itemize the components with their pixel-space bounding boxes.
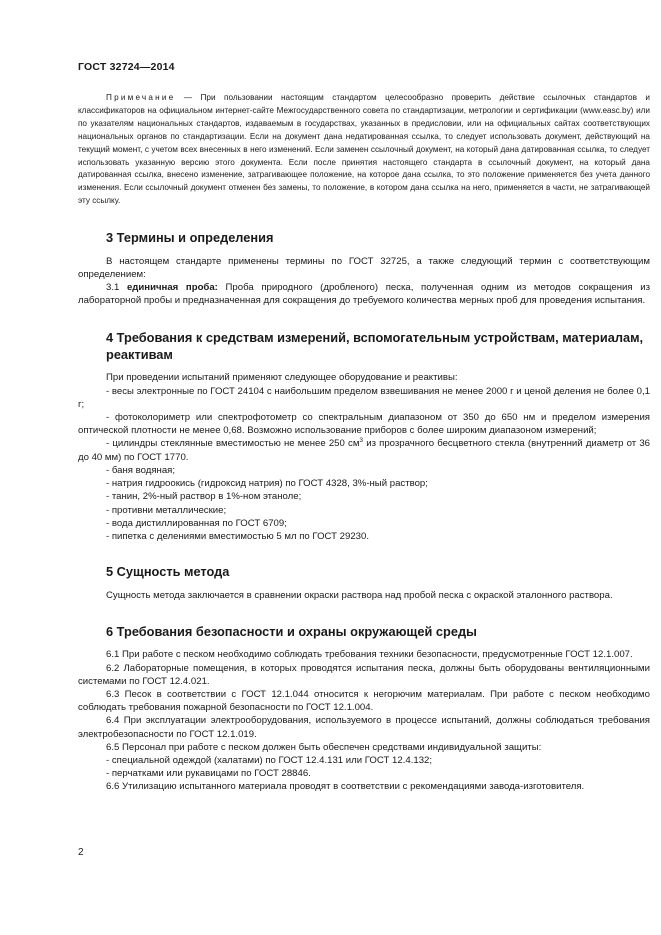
equipment-item: - вода дистиллированная по ГОСТ 6709; [106,517,287,529]
definition-text: Проба природного (дробленого) песка, полученная одним из методов сокращения из лабораторной пробы и предназначенная для сокращения до требуемого количества мерных проб для проведения испытания. [78,282,650,307]
protection-item: - перчатками или рукавицами по ГОСТ 28846. [106,768,311,780]
section-5-title: 5 Сущность метода [106,564,230,580]
reference-note [78,92,650,208]
equipment-item-text: из прозрачного бесцветного стекла (внутренний диаметр от 36 до 40 мм) по ГОСТ 1770. [78,438,650,463]
safety-clause: 6.1 При работе с песком необходимо соблюдать требования техники безопасности, предусмотренные ГОСТ 12.1.007. [106,649,633,661]
equipment-item-text: - цилиндры стеклянные вместимостью не менее 250 см [106,438,360,450]
section-3-title: 3 Термины и определения [106,230,274,246]
section-4-title: 4 Требования к средствам измерений, вспомогательным устройствам, материалам, реактивам [106,330,644,362]
safety-clause: 6.3 Песок в соответствии с ГОСТ 12.1.044 относится к негорючим материалам. При работе с песком необходимо соблюдать требования пожарной безопасности по ГОСТ 12.1.004. [78,688,650,714]
protection-item: - специальной одеждой (халатами) по ГОСТ 12.4.131 или ГОСТ 12.4.132; [106,754,433,766]
section-3-definition [78,281,650,307]
page-number: 2 [78,847,84,858]
safety-clause: 6.4 При эксплуатации электрооборудования, используемого в процессе испытаний, должны соблюдаться требования электробезопасности по ГОСТ 12.1.019. [78,715,650,740]
equipment-item: - противни металлические; [106,504,227,516]
section-5-text: Сущность метода заключается в сравнении окраски раствора над пробой песка с окраской эталонного раствора. [106,589,613,601]
section-3-intro: В настоящем стандарте применены термины по ГОСТ 32725, а также следующий термин с соответствующим определением: [78,255,650,280]
definition-term: единичная проба: [126,282,218,294]
equipment-item: - фотоколориметр или спектрофотометр со спектральным диапазоном от 350 до 650 нм и пределом измерения оптической плотности не менее 0,68. Возможно использование приборов с более широким диапазоном измерений; [78,412,650,437]
section-6-title: 6 Требования безопасности и охраны окружающей среды [106,623,477,639]
equipment-item: - весы электронные по ГОСТ 24104 с наибольшим пределом взвешивания не менее 2000 г и ценой деления не более 0,1 г; [78,385,650,410]
note-label: Примечание [106,93,176,102]
section-4-intro: При проведении испытаний применяют следующее оборудование и реактивы: [106,372,458,384]
note-text: — При пользовании настоящим стандартом целесообразно проверить действие ссылочных стандартов и классификаторов на официальном интернет-сайте Межгосударственного совета по стандартизации, метрологии и сертификации (www.easc.by) или по указателям национальных стандартов, издаваемым в государствах, указанных в предисловии, или на официальных сайтах соответствующих национальных органов по стандартизации. Если на документ дана недатированная ссылка, то следует использовать документ, действующий на текущий момент, с учетом всех внесенных в него изменений. Если заменен ссылочный документ, на который дана датированная ссылка, то следует использовать указанную версию этого документа. Если после принятия настоящего стандарта в ссылочный документ, на который дана датированная ссылка, внесено изменение, затрагивающее положение, на которое дана ссылка, то это положение применяется без учета данного изменения. Если ссылочный документ отменен без замены, то положение, в котором дана ссылка на него, применяется в части, не затрагивающей эту ссылку. [78,93,650,206]
safety-clause: 6.6 Утилизацию испытанного материала проводят в соответствии с рекомендациями завода-изготовителя. [106,781,585,793]
equipment-item: - натрия гидроокись (гидроксид натрия) по ГОСТ 4328, 3%-ный раствор; [106,478,428,490]
equipment-item: - танин, 2%-ный раствор в 1%-ном этаноле; [106,491,302,503]
safety-clause: 6.5 Персонал при работе с песком должен быть обеспечен средствами индивидуальной защиты: [106,741,542,753]
equipment-item: - пипетка с делениями вместимостью 5 мл по ГОСТ 29230. [106,530,370,542]
page-body [78,92,650,794]
document-code: ГОСТ 32724—2014 [78,61,175,73]
definition-number: 3.1 [106,282,127,294]
safety-clause: 6.2 Лабораторные помещения, в которых проводятся испытания песка, должны быть оборудованы вентиляционными системами по ГОСТ 12.4.021. [78,662,650,687]
equipment-item [78,437,650,463]
equipment-item: - баня водяная; [106,464,176,476]
superscript: 3 [359,437,364,445]
